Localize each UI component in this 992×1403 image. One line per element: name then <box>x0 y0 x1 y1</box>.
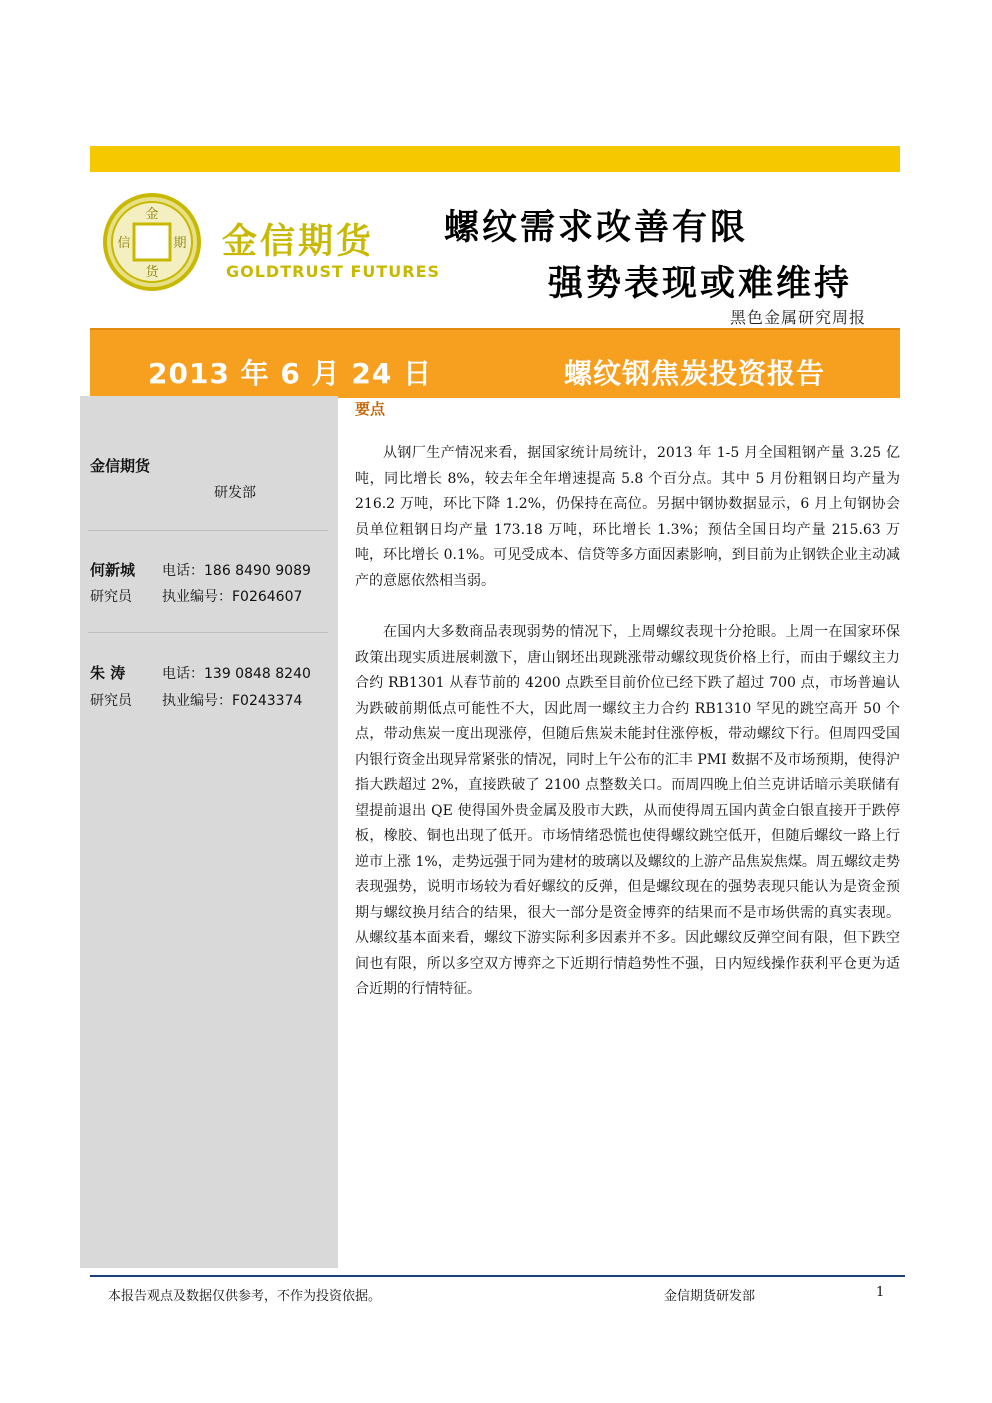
report-date: 2013 年 6 月 24 日 <box>148 357 433 390</box>
report-body <box>355 398 900 1029</box>
sidebar-divider <box>88 632 328 633</box>
footer-organization: 金信期货研发部 <box>664 1289 756 1304</box>
date-banner <box>90 328 900 398</box>
footer-divider <box>90 1275 905 1277</box>
report-type: 黑色金属研究周报 <box>730 308 867 327</box>
sidebar-divider <box>88 530 328 531</box>
report-title-line-1: 螺纹需求改善有限 <box>444 207 749 248</box>
page-number: 1 <box>876 1285 885 1300</box>
logo-seal-char-3: 期 <box>173 236 187 251</box>
key-points-heading: 要点 <box>355 400 386 418</box>
analyst-1-name: 何新城 <box>90 561 136 579</box>
analyst-1-license: 执业编号：F0264607 <box>162 589 303 605</box>
body-paragraph-2: 在国内大多数商品表现弱势的情况下，上周螺纹表现十分抢眼。上周一在国家环保政策出现实质进展刺激下，唐山钢坯出现跳涨带动螺纹现货价格上行，而由于螺纹主力合约 RB1301 从春节前的 4200 点跌至目前价位已经下跌了超过 700 点，市场普遍认为跌破前期低点可能性不大，因此周一螺纹主力合约 RB1310 罕见的跳空高开 50 个点，带动焦炭一度出现涨停，但随后焦炭未能封住涨停板，带动螺纹下行。但周四受国内银行资金出现异常紧张的情况，同时上午公布的汇丰 PMI 数据不及市场预期，使得沪指大跌超过 2%，直接跌破了 2100 点整数关口。而周四晚上伯兰克讲话暗示美联储有望提前退出 QE 使得国外贵金属及股市大跌，从而使得周五国内黄金白银直接开于跌停板，橡胶、铜也出现了低开。市场情绪恐慌也使得螺纹跳空低开，但随后螺纹一路上行逆市上涨 1%，走势远强于同为建材的玻璃以及螺纹的上游产品焦炭焦煤。周五螺纹走势表现强势，说明市场较为看好螺纹的反弹，但是螺纹现在的强势表现只能认为是资金预期与螺纹换月结合的结果，很大一部分是资金博弈的结果而不是市场供需的真实表现。从螺纹基本面来看，螺纹下游实际利多因素并不多。因此螺纹反弹空间有限，但下跌空间也有限，所以多空双方博弈之下近期行情趋势性不强，日内短线操作获利平仓更为适合近期的行情特征。 <box>355 624 900 997</box>
report-title-line-2: 强势表现或难维持 <box>548 263 853 304</box>
analyst-2-license: 执业编号：F0243374 <box>162 693 303 709</box>
body-paragraph-1: 从钢厂生产情况来看，据国家统计局统计，2013 年 1-5 月全国粗钢产量 3.25 亿吨，同比增长 8%，较去年全年增速提高 5.8 个百分点。其中 5 月份粗钢日均产量为 216.2 万吨，环比下降 1.2%，仍保持在高位。另据中钢协数据显示，6 月上旬钢协会员单位粗钢日均产量 173.18 万吨，环比增长 1.3%；预估全国日均产量 215.63 万吨，环比增长 0.1%。可见受成本、信贷等多方面因素影响，到目前为止钢铁企业主动减产的意愿依然相当弱。 <box>355 445 900 589</box>
logo-chinese-name: 金信期货 <box>222 222 375 262</box>
analyst-2-name: 朱 涛 <box>90 664 126 682</box>
footer-disclaimer: 本报告观点及数据仅供参考，不作为投资依据。 <box>108 1289 382 1304</box>
analyst-2-phone: 电话：139 0848 8240 <box>162 666 311 682</box>
logo-seal-char-1: 金 <box>145 207 159 222</box>
sidebar-company: 金信期货 <box>90 457 151 475</box>
logo-english-name: GOLDTRUST FUTURES <box>226 262 441 281</box>
logo-seal-char-4: 货 <box>145 265 159 280</box>
analyst-1-phone: 电话：186 8490 9089 <box>162 563 311 579</box>
banner-report-title: 螺纹钢焦炭投资报告 <box>564 357 826 390</box>
author-sidebar <box>80 396 338 1268</box>
analyst-2-role: 研究员 <box>90 693 132 709</box>
top-accent-bar <box>90 146 900 172</box>
logo-seal-char-2: 信 <box>117 236 131 251</box>
sidebar-department: 研发部 <box>214 485 256 501</box>
coin-seal-icon <box>100 192 218 292</box>
company-logo <box>100 192 441 292</box>
analyst-1-role: 研究员 <box>90 589 132 605</box>
